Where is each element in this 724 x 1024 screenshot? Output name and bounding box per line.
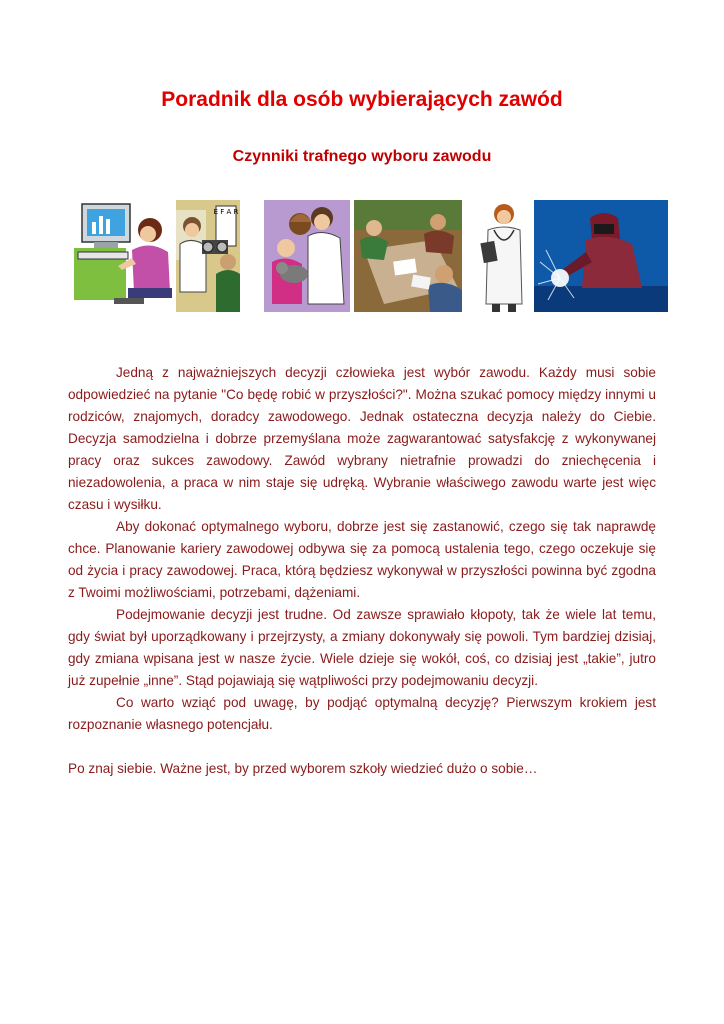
office-meeting-icon [354,200,462,312]
computer-worker-icon [70,200,174,312]
paragraph: Po znaj siebie. Ważne jest, by przed wyborem szkoły wiedzieć dużo o sobie… [68,761,538,776]
paragraph: Jedną z najważniejszych decyzji człowieka jest wybór zawodu. Każdy musi sobie odpowiedzieć na pytanie "Co będę robić w przyszłości?". Można szukać pomocy między innymi u rodziców, znajomych, doradcy zawodowego. Jednak ostateczna decyzja należy do Ciebie. Decyzja samodzielna i dobrze przemyślana może zagwarantować satysfakcję z wykonywanej pracy oraz sukces zawodowy. Zawód wybrany nietrafnie prowadzi do zniechęcenia i niezadowolenia, a praca w nim staje się udręką. Wybranie właściwego zawodu warte jest więc czasu i wysiłku. [68,365,656,512]
page-title: Poradnik dla osób wybierających zawód [161,88,563,111]
page-subtitle: Czynniki trafnego wyboru zawodu [232,148,492,165]
profession-clipart-strip [70,200,670,312]
veterinarian-icon [264,200,350,312]
welder-icon [534,200,668,312]
paragraph: Podejmowanie decyzji jest trudne. Od zawsze sprawiało kłopoty, tak że wiele lat temu, gdy świat był uporządkowany i przejrzysty, a zmiany dokonywały się powoli. Tym bardziej dzisiaj, gdy zmiana wpisana jest w nasze życie. Wiele dzieje się wokół, coś, co dzisiaj jest „takie”, jutro już zupełnie „inne”. Stąd pojawiają się wątpliwości przy podejmowaniu decyzji. [68,607,656,688]
body-text [68,362,656,780]
doctor-icon [476,200,532,312]
eye-chart-text: E F A R [213,208,239,216]
paragraph: Aby dokonać optymalnego wyboru, dobrze jest się zastanowić, czego się tak naprawdę chce. Planowanie kariery zawodowej odbywa się za pomocą ustalenia tego, czego oczekuje się od życia i pracy zawodowej. Praca, którą będziesz wykonywał w przyszłości powinna być zgodna z Twoimi możliwościami, potrzebami, dążeniami. [68,519,656,600]
paragraph: Co warto wziąć pod uwagę, by podjąć optymalną decyzję? Pierwszym krokiem jest rozpoznanie własnego potencjału. [68,695,656,732]
optometrist-icon [176,200,240,312]
